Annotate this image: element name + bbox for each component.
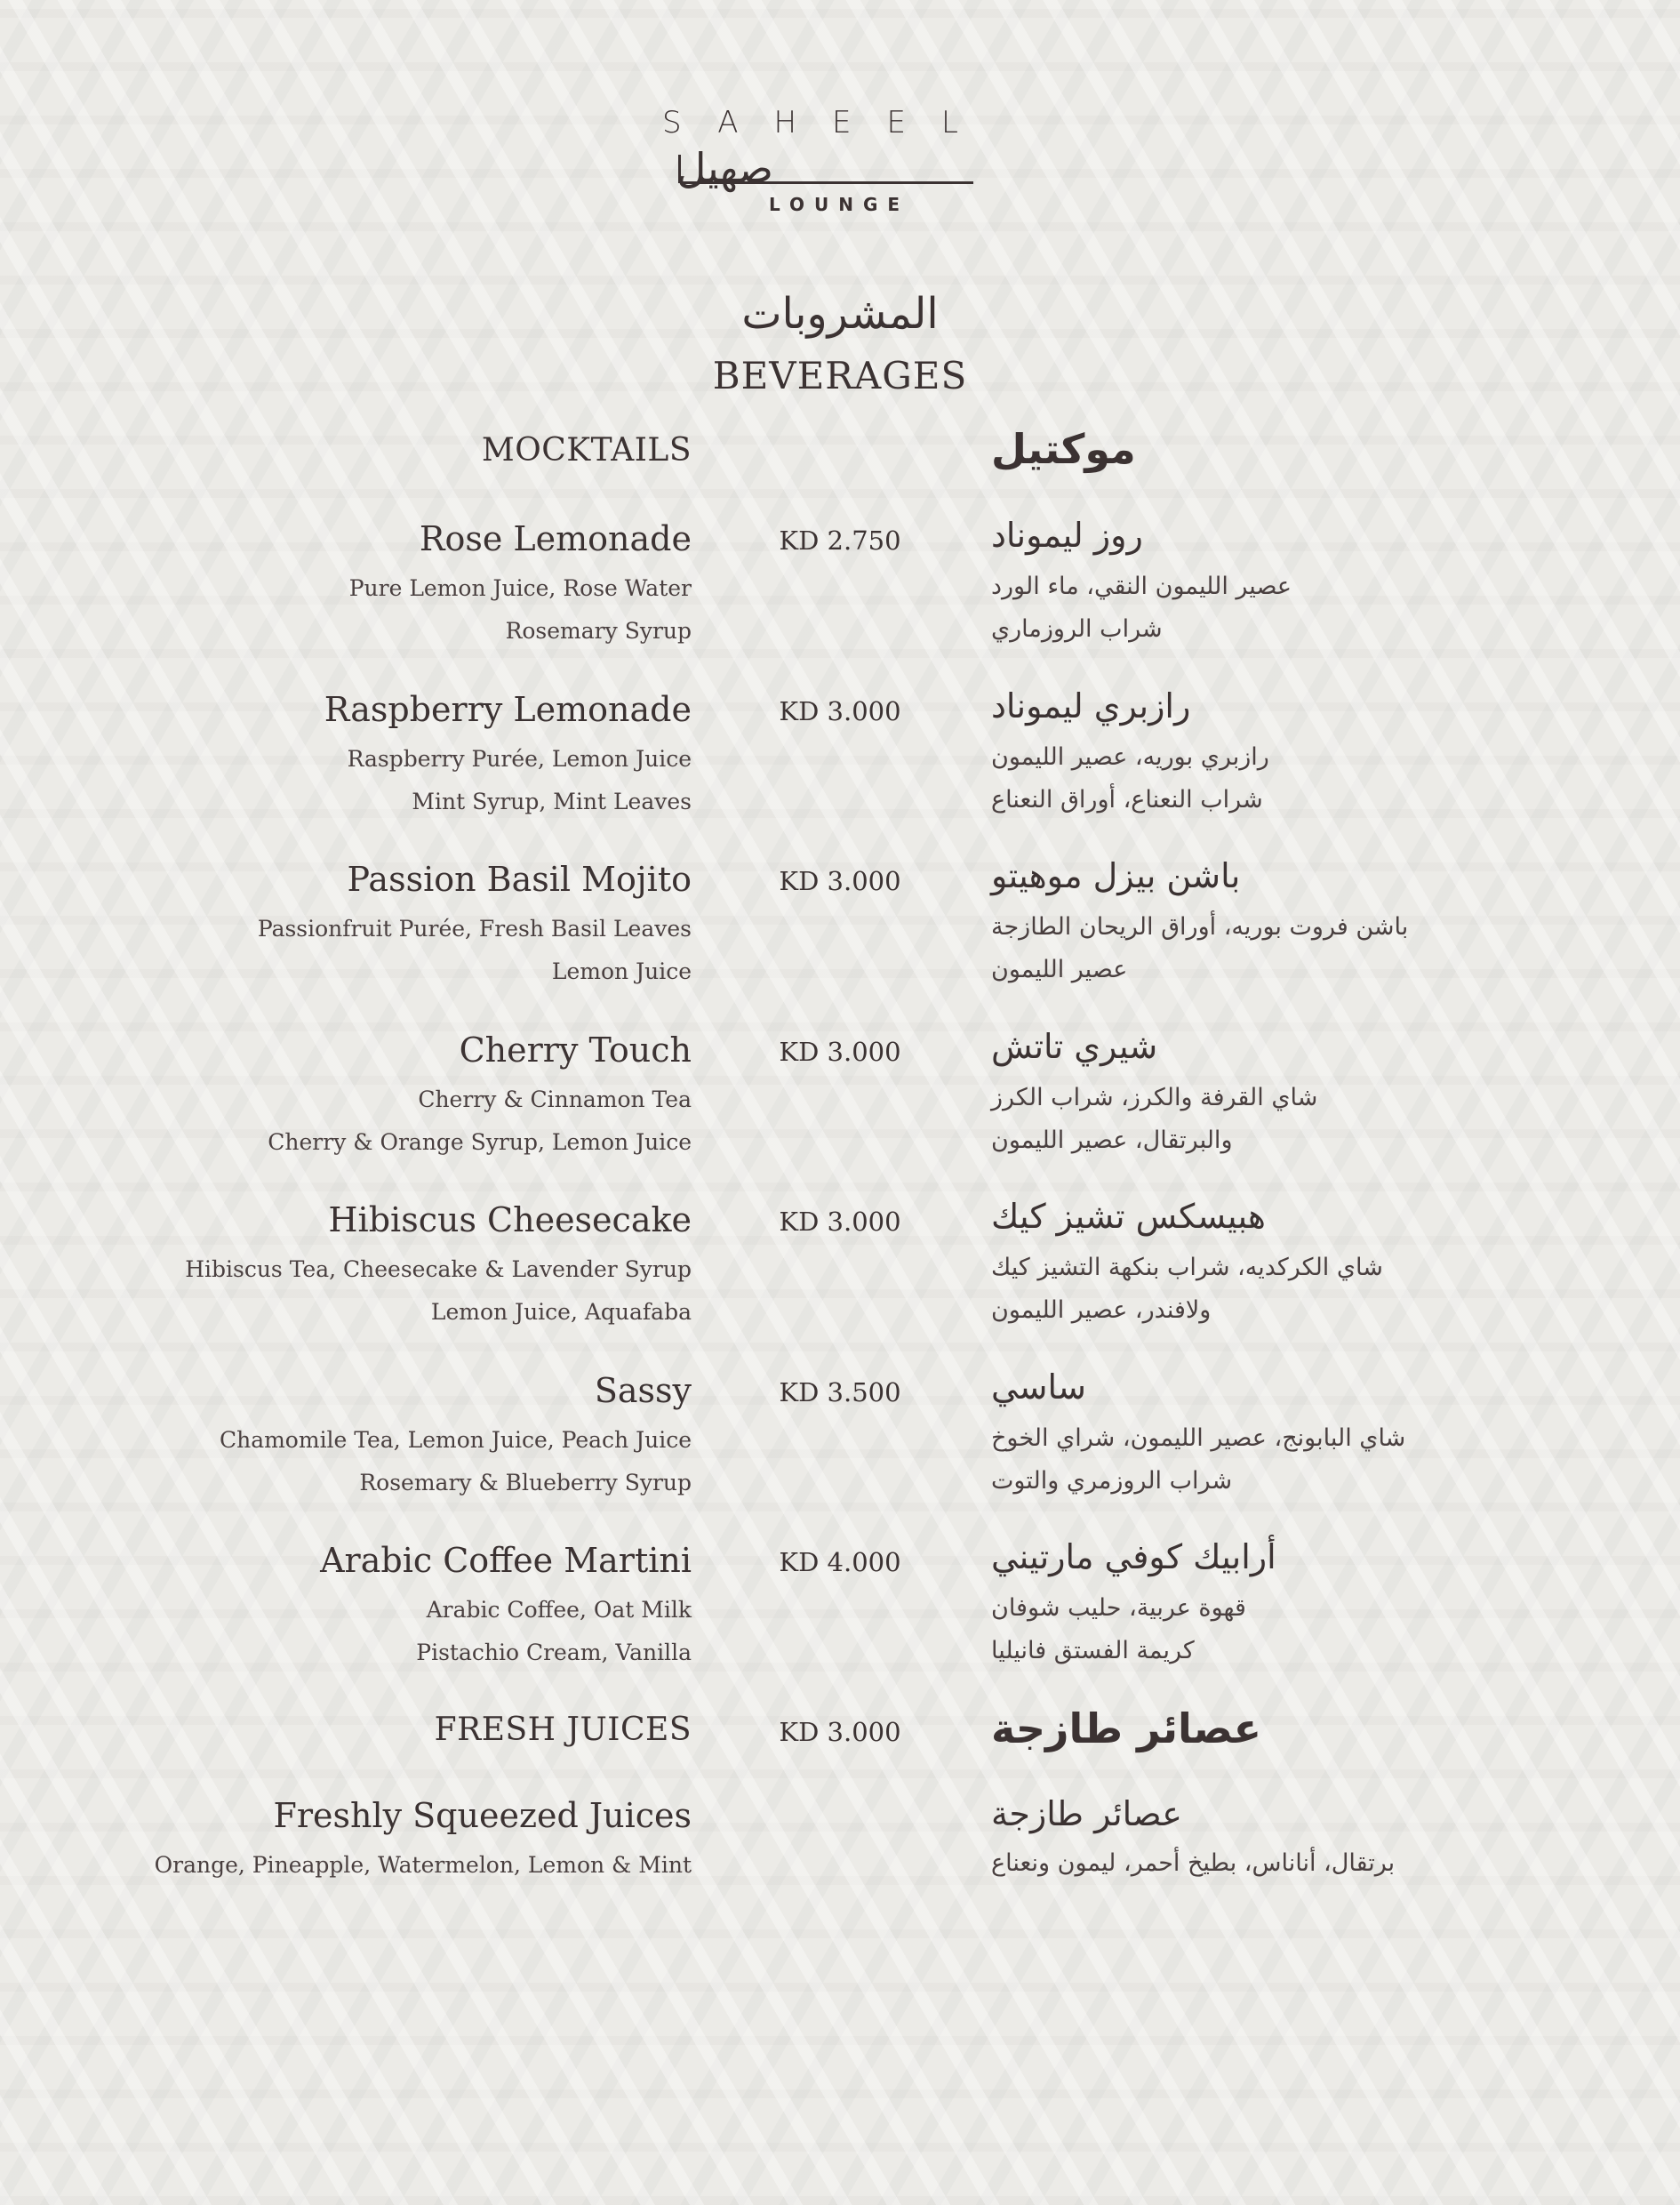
menu-item-description-line: Pure Lemon Juice, Rose Water: [348, 575, 692, 601]
menu-item-description-line: Pistachio Cream, Vanilla: [416, 1640, 692, 1665]
menu-item-description-line: Lemon Juice: [551, 958, 692, 984]
menu-item-description-arabic-line: شاي البابونج، عصير الليمون، شراي الخوخ: [991, 1424, 1406, 1452]
menu-item-name-arabic: أرابيك كوفي مارتيني: [991, 1537, 1276, 1576]
menu-item-description-line: Rosemary Syrup: [505, 618, 692, 644]
menu-item-description-arabic-line: شاي القرفة والكرز، شراب الكرز: [991, 1084, 1318, 1111]
menu-item-price: KD 3.000: [779, 1207, 901, 1237]
page-title-arabic: المشروبات: [741, 289, 939, 339]
menu-item-description-arabic-line: عصير الليمون: [991, 956, 1128, 983]
section-title-mocktails: MOCKTAILS: [481, 432, 692, 469]
menu-item-description: Orange, Pineapple, Watermelon, Lemon & Mint: [154, 1852, 692, 1878]
menu-item-description-arabic-line: قهوة عربية، حليب شوفان: [991, 1594, 1246, 1622]
section-title-fresh-juices: FRESH JUICES: [434, 1712, 692, 1748]
menu-item-name: Cherry Touch: [459, 1030, 692, 1070]
menu-item-name-arabic: شيري تاتش: [991, 1027, 1158, 1066]
menu-item-name-arabic: عصائر طازجة: [991, 1794, 1182, 1833]
menu-item-description-line: Cherry & Cinnamon Tea: [418, 1086, 692, 1112]
section-title-fresh-juices-arabic: عصائر طازجة: [991, 1704, 1262, 1752]
page-title: BEVERAGES: [712, 354, 968, 397]
menu-item-price: KD 3.000: [779, 1037, 901, 1067]
menu-item-description-arabic-line: شراب الروزماري: [991, 615, 1163, 643]
menu-item-name-arabic: ساسي: [991, 1367, 1086, 1407]
logo-arabic-wordmark: صهيل: [676, 144, 773, 192]
fresh-juices-price: KD 3.000: [779, 1717, 901, 1747]
menu-item-description-line: Lemon Juice, Aquafaba: [430, 1299, 692, 1325]
logo-wordmark: SAHEEL: [662, 105, 994, 140]
section-title-mocktails-arabic: موكتيل: [991, 425, 1136, 473]
menu-item-description-line: Rosemary & Blueberry Syrup: [359, 1470, 692, 1495]
menu-item-description-arabic: برتقال، أناناس، بطيخ أحمر، ليمون ونعناع: [991, 1849, 1396, 1877]
menu-item-description-arabic-line: باشن فروت بوريه، أوراق الريحان الطازجة: [991, 913, 1409, 941]
menu-item-description-arabic-line: رازبري بوريه، عصير الليمون: [991, 743, 1269, 771]
menu-item-description-line: Mint Syrup, Mint Leaves: [412, 789, 692, 814]
menu-item-name: Arabic Coffee Martini: [320, 1541, 692, 1580]
saheel-lounge-logo: [662, 105, 1018, 220]
menu-item-description-arabic-line: ولافندر، عصير الليمون: [991, 1296, 1212, 1324]
menu-item-description-line: Hibiscus Tea, Cheesecake & Lavender Syrup: [185, 1256, 692, 1282]
menu-item-description-arabic-line: كريمة الفستق فانيليا: [991, 1637, 1195, 1664]
menu-item-name: Hibiscus Cheesecake: [328, 1200, 692, 1239]
menu-item-description-line: Arabic Coffee, Oat Milk: [426, 1597, 692, 1623]
menu-item-price: KD 3.500: [779, 1377, 901, 1407]
menu-item-name-arabic: باشن بيزل موهيتو: [991, 856, 1241, 895]
menu-item-price: KD 3.000: [779, 696, 901, 726]
menu-item-description-line: Cherry & Orange Syrup, Lemon Juice: [268, 1129, 692, 1155]
menu-item-price: KD 3.000: [779, 866, 901, 896]
menu-item-name: Sassy: [594, 1371, 692, 1410]
menu-item-name: Freshly Squeezed Juices: [273, 1796, 692, 1835]
menu-item-description-arabic-line: شاي الكركديه، شراب بنكهة التشيز كيك: [991, 1254, 1383, 1281]
menu-item-description-line: Chamomile Tea, Lemon Juice, Peach Juice: [219, 1427, 692, 1453]
menu-item-name-arabic: رازبري ليموناد: [991, 686, 1191, 726]
logo-subtitle: LOUNGE: [769, 194, 910, 215]
menu-item-name-arabic: روز ليموناد: [991, 516, 1143, 555]
menu-item-description-arabic-line: عصير الليمون النقي، ماء الورد: [991, 573, 1292, 600]
menu-item-name-arabic: هبيسكس تشيز كيك: [991, 1197, 1266, 1236]
menu-item-name: Raspberry Lemonade: [324, 690, 692, 729]
menu-item-name: Passion Basil Mojito: [347, 860, 692, 899]
menu-item-description-arabic-line: والبرتقال، عصير الليمون: [991, 1127, 1233, 1154]
menu-item-price: KD 4.000: [779, 1547, 901, 1577]
menu-item-description-line: Passionfruit Purée, Fresh Basil Leaves: [257, 916, 692, 942]
menu-item-description-arabic-line: شراب الروزمري والتوت: [991, 1467, 1233, 1495]
menu-item-description-line: Raspberry Purée, Lemon Juice: [347, 746, 692, 772]
menu-item-name: Rose Lemonade: [419, 519, 692, 558]
menu-item-price: KD 2.750: [779, 525, 901, 556]
menu-item-description-arabic-line: شراب النعناع، أوراق النعناع: [991, 786, 1263, 814]
